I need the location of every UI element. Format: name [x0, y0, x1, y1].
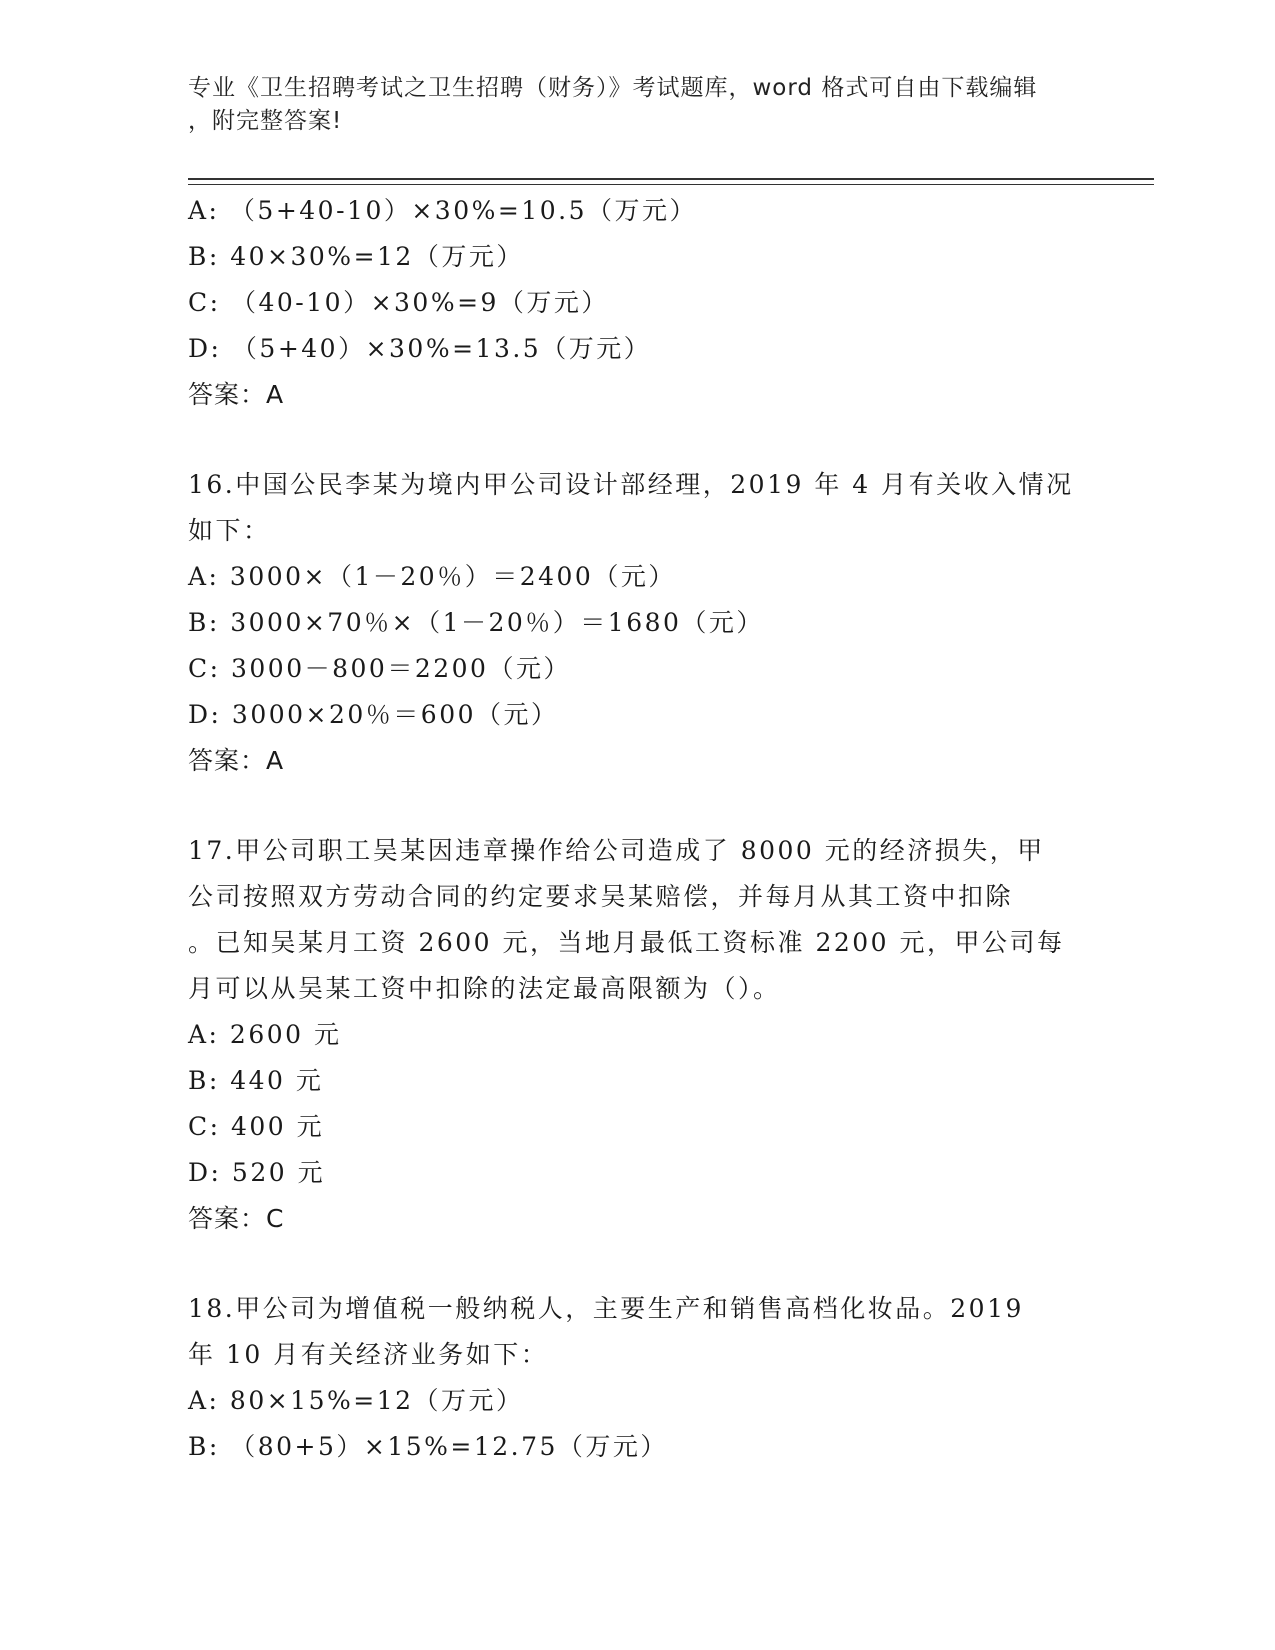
question-stem-line: 公司按照双方劳动合同的约定要求吴某赔偿，并每月从其工资中扣除 — [188, 882, 1014, 911]
option-c: C: （40-10）×30%=9（万元） — [188, 288, 609, 317]
option-d: D: （5+40）×30%=13.5（万元） — [188, 334, 652, 363]
question-stem-line: 如下： — [188, 516, 271, 545]
header-line-2: ，附完整答案! — [188, 108, 343, 134]
header-rule-thick — [188, 178, 1154, 180]
question-18 — [188, 1286, 1088, 1470]
option-a: A: 80×15%=12（万元） — [188, 1386, 524, 1415]
question-spacer — [188, 784, 1088, 828]
option-b: B: 3000×70％×（1－20％）＝1680（元） — [188, 608, 764, 637]
question-stem-line: 18.甲公司为增值税一般纳税人，主要生产和销售高档化妆品。2019 — [188, 1294, 1024, 1323]
question-16 — [188, 462, 1088, 784]
option-b: B: （80+5）×15%=12.75（万元） — [188, 1432, 668, 1461]
question-stem-line: 月可以从吴某工资中扣除的法定最高限额为（）。 — [188, 974, 781, 1003]
answer-label: 答案：C — [188, 1204, 285, 1233]
answer-label: 答案：A — [188, 380, 285, 409]
question-stem-line: 17.甲公司职工吴某因违章操作给公司造成了 8000 元的经济损失，甲 — [188, 836, 1045, 865]
header-rule-thin — [188, 184, 1154, 185]
question-list — [188, 188, 1088, 1470]
answer-label: 答案：A — [188, 746, 285, 775]
question-stem-line: 。已知吴某月工资 2600 元，当地月最低工资标准 2200 元，甲公司每 — [188, 928, 1065, 957]
document-header — [188, 72, 1068, 138]
question-spacer — [188, 1242, 1088, 1286]
option-d: D: 520 元 — [188, 1158, 326, 1187]
question-spacer — [188, 418, 1088, 462]
option-a: A: 2600 元 — [188, 1020, 342, 1049]
option-a: A: 3000×（1－20％）＝2400（元） — [188, 562, 676, 591]
question-15 — [188, 188, 1088, 418]
option-b: B: 440 元 — [188, 1066, 324, 1095]
header-line-1: 专业《卫生招聘考试之卫生招聘（财务）》考试题库，word 格式可自由下载编辑 — [188, 75, 1038, 101]
option-b: B: 40×30%=12（万元） — [188, 242, 524, 271]
option-c: C: 400 元 — [188, 1112, 325, 1141]
question-stem-line: 年 10 月有关经济业务如下： — [188, 1340, 549, 1369]
option-d: D: 3000×20％＝600（元） — [188, 700, 559, 729]
question-stem-line: 16.中国公民李某为境内甲公司设计部经理，2019 年 4 月有关收入情况 — [188, 470, 1074, 499]
question-17 — [188, 828, 1088, 1242]
option-c: C: 3000－800＝2200（元） — [188, 654, 571, 683]
option-a: A: （5+40-10）×30%=10.5（万元） — [188, 196, 697, 225]
